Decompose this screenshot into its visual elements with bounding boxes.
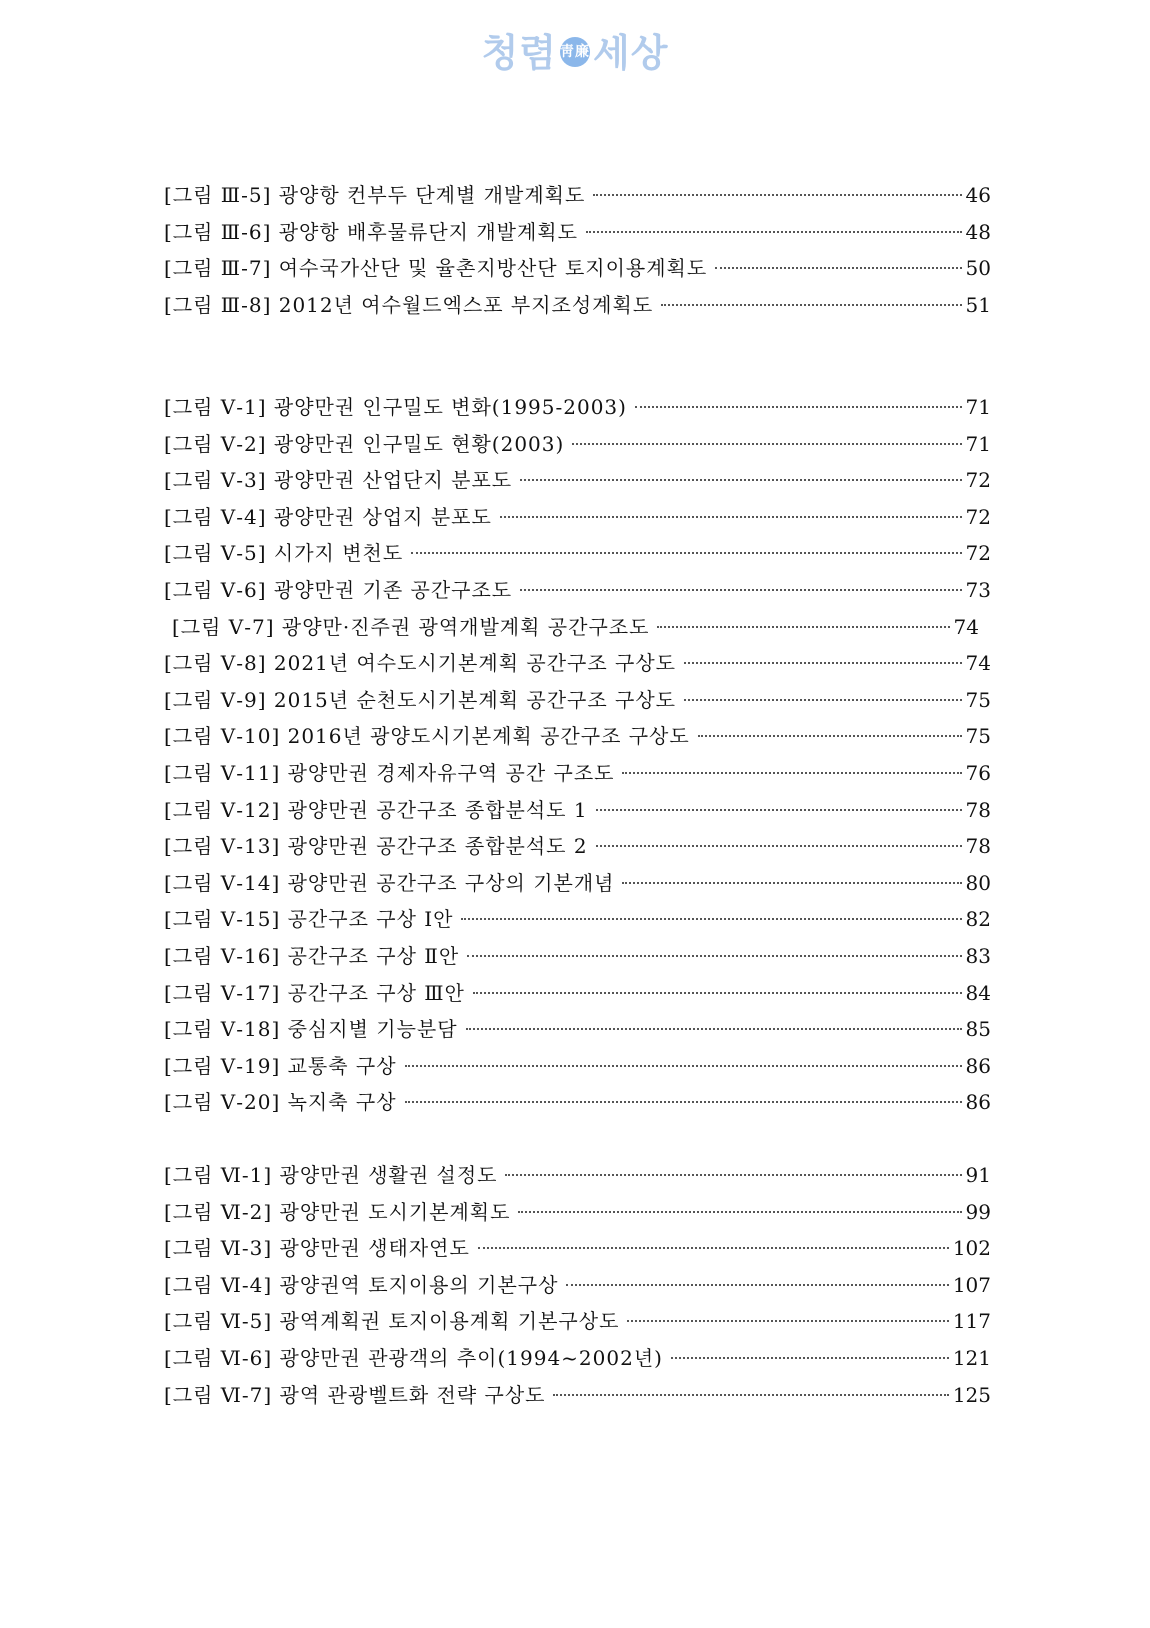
dot-leader (657, 626, 949, 628)
toc-entry-label: [그림 Ⅵ-4] 광양권역 토지이용의 기본구상 (164, 1272, 559, 1297)
dot-leader (405, 1065, 962, 1067)
toc-entry-label: [그림 Ⅴ-10] 2016년 광양도시기본계획 공간구조 구상도 (164, 724, 690, 749)
toc-entry[interactable] (164, 758, 991, 788)
toc-entry-page: 72 (965, 541, 991, 566)
toc-entry[interactable] (172, 612, 979, 642)
toc-entry[interactable] (164, 868, 991, 898)
toc-entry-label: [그림 Ⅴ-3] 광양만권 산업단지 분포도 (164, 468, 513, 493)
toc-entry-page: 107 (952, 1272, 991, 1297)
toc-entry-page: 78 (965, 834, 991, 859)
toc-entry[interactable] (164, 721, 991, 751)
toc-entry-label: [그림 Ⅲ-5] 광양항 컨부두 단계별 개발계획도 (164, 183, 586, 207)
toc-entry[interactable] (164, 392, 991, 422)
toc-entry[interactable] (164, 904, 991, 934)
toc-entry[interactable] (164, 502, 991, 532)
toc-entry-label: [그림 Ⅵ-2] 광양만권 도시기본계획도 (164, 1199, 511, 1224)
toc-entry-page: 74 (965, 651, 991, 676)
toc-entry-label: [그림 Ⅴ-15] 공간구조 구상 Ⅰ안 (164, 907, 454, 932)
toc-entry-page: 74 (953, 614, 979, 639)
toc-entry-label: [그림 Ⅴ-1] 광양만권 인구밀도 변화(1995-2003) (164, 395, 627, 419)
dot-leader (596, 845, 962, 847)
toc-entry-page: 71 (965, 395, 991, 419)
toc-entry[interactable] (164, 1306, 991, 1336)
dot-leader (622, 882, 961, 884)
dot-leader (478, 1247, 949, 1249)
toc-entry-page: 86 (965, 1090, 991, 1115)
toc-entry[interactable] (164, 253, 991, 283)
toc-entry-label: [그림 Ⅵ-6] 광양만권 관광객의 추이(1994~2002년) (164, 1346, 663, 1370)
dot-leader (518, 1211, 961, 1213)
toc-entry[interactable] (164, 1233, 991, 1263)
toc-entry-label: [그림 Ⅴ-11] 광양만권 경제자유구역 공간 구조도 (164, 761, 615, 785)
toc-entry[interactable] (164, 1343, 991, 1373)
toc-entry-page: 86 (965, 1053, 991, 1078)
dot-leader (593, 194, 961, 196)
toc-entry[interactable] (164, 1014, 991, 1044)
toc-entry-page: 125 (952, 1382, 991, 1407)
toc-entry-page: 76 (965, 761, 991, 785)
toc-entry-page: 50 (965, 256, 991, 281)
toc-entry-page: 72 (965, 468, 991, 493)
toc-entry[interactable] (164, 1087, 991, 1117)
toc-entry-page: 73 (965, 578, 991, 602)
dot-leader (500, 516, 962, 518)
dot-leader (635, 406, 962, 408)
toc-entry-label: [그림 Ⅴ-2] 광양만권 인구밀도 현황(2003) (164, 431, 565, 456)
toc-entry-label: [그림 Ⅴ-9] 2015년 순천도시기본계획 공간구조 구상도 (164, 687, 676, 712)
toc-entry[interactable] (164, 429, 991, 459)
toc-entry-label: [그림 Ⅴ-4] 광양만권 상업지 분포도 (164, 504, 492, 529)
toc-entry-page: 82 (965, 907, 991, 932)
toc-entry[interactable] (164, 1051, 991, 1081)
toc-entry-label: [그림 Ⅴ-20] 녹지축 구상 (164, 1090, 397, 1115)
dot-leader (572, 443, 961, 445)
toc-entry-label: [그림 Ⅴ-13] 광양만권 공간구조 종합분석도 2 (164, 834, 588, 859)
toc-entry[interactable] (164, 1380, 991, 1410)
toc-entry-label: [그림 Ⅴ-8] 2021년 여수도시기본계획 공간구조 구상도 (164, 651, 676, 676)
dot-leader (553, 1394, 948, 1396)
toc-entry[interactable] (164, 538, 991, 568)
toc-entry-label: [그림 Ⅴ-7] 광양만·진주권 광역개발계획 공간구조도 (172, 614, 650, 639)
toc-entry-page: 117 (952, 1309, 991, 1334)
dot-leader (520, 479, 961, 481)
dot-leader (698, 735, 962, 737)
dot-leader (596, 809, 962, 811)
toc-entry[interactable] (164, 575, 991, 605)
toc-entry[interactable] (164, 217, 991, 247)
toc-entry-label: [그림 Ⅵ-7] 광역 관광벨트화 전략 구상도 (164, 1382, 546, 1407)
toc-entry-label: [그림 Ⅵ-1] 광양만권 생활권 설정도 (164, 1163, 498, 1187)
dot-leader (505, 1174, 961, 1176)
toc-entry-page: 91 (965, 1163, 991, 1187)
toc-entry-page: 46 (965, 183, 991, 207)
watermark-logo (0, 22, 1150, 77)
dot-leader (466, 1028, 962, 1030)
toc-entry-page: 48 (965, 219, 991, 244)
toc-entry-label: [그림 Ⅴ-6] 광양만권 기존 공간구조도 (164, 578, 513, 602)
dot-leader (405, 1101, 962, 1103)
toc-entry-page: 78 (965, 797, 991, 822)
dot-leader (467, 955, 961, 957)
dot-leader (671, 1357, 949, 1359)
toc-entry-page: 121 (952, 1346, 991, 1370)
dot-leader (622, 772, 961, 774)
toc-entry-label: [그림 Ⅲ-6] 광양항 배후물류단지 개발계획도 (164, 219, 578, 244)
toc-entry[interactable] (164, 180, 991, 210)
toc-entry[interactable] (164, 1270, 991, 1300)
watermark-left: 청렴 (481, 31, 557, 75)
dot-leader (661, 304, 961, 306)
toc-entry-label: [그림 Ⅴ-19] 교통축 구상 (164, 1053, 397, 1078)
toc-entry-label: [그림 Ⅴ-5] 시가지 변천도 (164, 541, 404, 566)
toc-entry[interactable] (164, 831, 991, 861)
toc-entry-page: 75 (965, 724, 991, 749)
toc-entry[interactable] (164, 1197, 991, 1227)
toc-entry-label: [그림 Ⅴ-12] 광양만권 공간구조 종합분석도 1 (164, 797, 588, 822)
toc-entry-page: 84 (965, 980, 991, 1005)
dot-leader (715, 267, 961, 269)
toc-entry-page: 51 (965, 292, 991, 317)
toc-entry-page: 102 (952, 1236, 991, 1261)
toc-entry-label: [그림 Ⅴ-16] 공간구조 구상 Ⅱ안 (164, 944, 460, 968)
toc-entry-label: [그림 Ⅴ-14] 광양만권 공간구조 구상의 기본개념 (164, 870, 615, 895)
toc-entry[interactable] (164, 1160, 991, 1190)
toc-entry-label: [그림 Ⅴ-17] 공간구조 구상 Ⅲ안 (164, 980, 465, 1005)
dot-leader (461, 918, 961, 920)
toc-entry-page: 85 (965, 1017, 991, 1042)
toc-entry[interactable] (164, 465, 991, 495)
dot-leader (411, 552, 961, 554)
toc-entry[interactable] (164, 648, 991, 678)
toc-entry[interactable] (164, 978, 991, 1008)
watermark-seal-icon: 靑廉 (560, 37, 590, 67)
dot-leader (473, 992, 962, 994)
dot-leader (627, 1320, 948, 1322)
dot-leader (684, 699, 962, 701)
toc-entry-page: 72 (965, 504, 991, 529)
watermark-right: 세상 (593, 31, 669, 75)
dot-leader (520, 589, 961, 591)
toc-entry[interactable] (164, 795, 991, 825)
toc-entry[interactable] (164, 290, 991, 320)
toc-entry-label: [그림 Ⅵ-5] 광역계획권 토지이용계획 기본구상도 (164, 1309, 620, 1334)
toc-entry-page: 75 (965, 687, 991, 712)
toc-entry[interactable] (164, 685, 991, 715)
toc-entry-page: 80 (965, 870, 991, 895)
toc-entry-page: 83 (965, 944, 991, 968)
toc-entry-label: [그림 Ⅲ-7] 여수국가산단 및 율촌지방산단 토지이용계획도 (164, 256, 708, 281)
dot-leader (586, 231, 962, 233)
toc-entry-page: 99 (965, 1199, 991, 1224)
toc-entry-page: 71 (965, 431, 991, 456)
dot-leader (684, 662, 962, 664)
toc-entry-label: [그림 Ⅵ-3] 광양만권 생태자연도 (164, 1236, 470, 1261)
toc-entry[interactable] (164, 941, 991, 971)
dot-leader (566, 1284, 948, 1286)
toc-entry-label: [그림 Ⅴ-18] 중심지별 기능분담 (164, 1017, 458, 1042)
toc-entry-label: [그림 Ⅲ-8] 2012년 여수월드엑스포 부지조성계획도 (164, 292, 654, 317)
